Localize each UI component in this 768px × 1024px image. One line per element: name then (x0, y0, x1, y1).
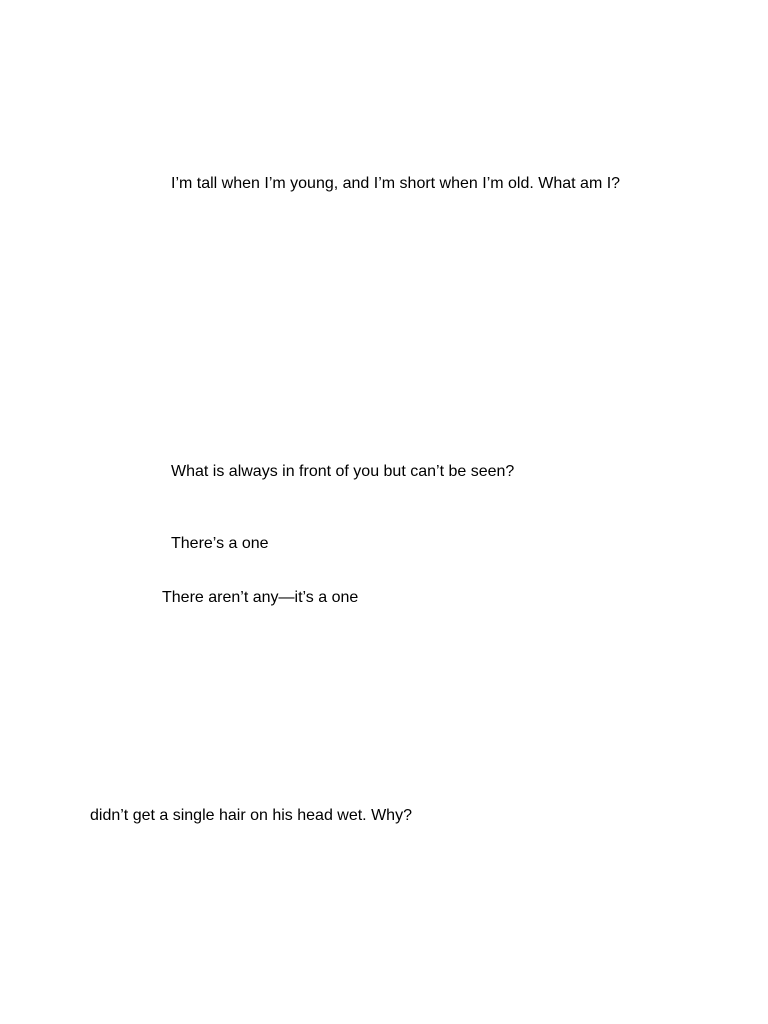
riddle-future-text: What is always in front of you but can’t be seen? (171, 463, 515, 480)
riddle-candle-text: I’m tall when I’m young, and I’m short when I’m old. What am I? (171, 175, 621, 192)
riddle-hair-text: didn’t get a single hair on his head wet. Why? (90, 807, 412, 824)
fragment-there-arent-any-text: There aren’t any—it’s a one (162, 589, 359, 606)
fragment-theres-a-one-text: There’s a one (171, 535, 269, 552)
